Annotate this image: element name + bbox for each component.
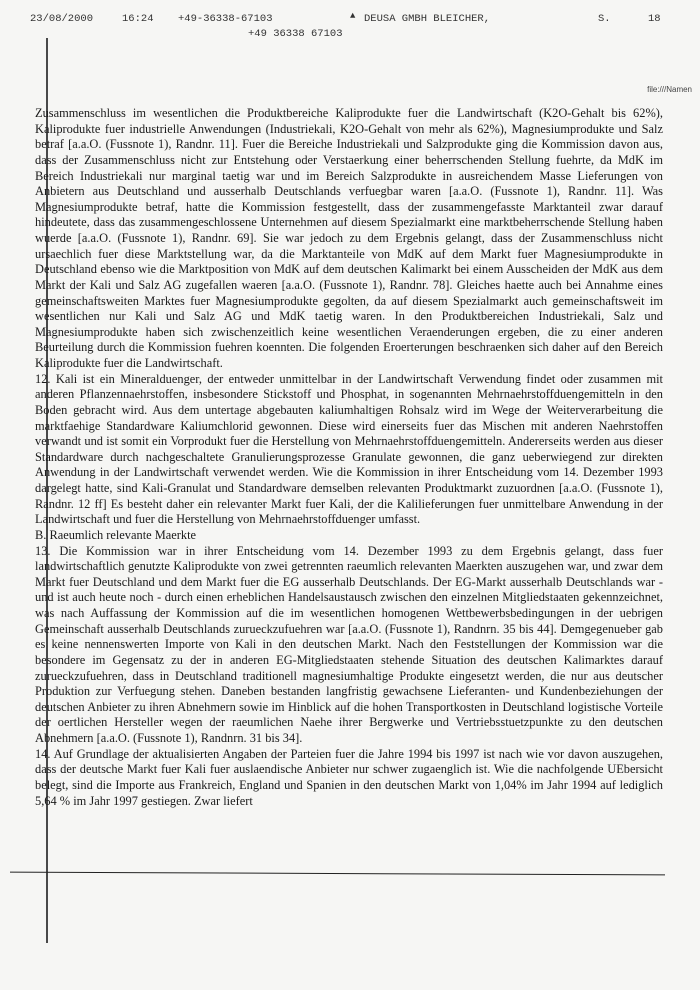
fax-phone-number-secondary: +49 36338 67103 — [248, 28, 343, 40]
paragraph-14: 14. Auf Grundlage der aktualisierten Angaben der Parteien fuer die Jahre 1994 bis 1997 ist nach wie vor davon auszugehen, dass der deutsche Markt fuer Kali fuer auslaendische Anbieter nur schwer zugaenglich ist. Wie die nachfolgende UEbersicht belegt, sind die Importe aus Frankreich, England und Spanien in den deutschen Markt von 1,04% im Jahr 1994 auf lediglich 5,64 % im Jahr 1997 gestiegen. Zwar liefert — [35, 746, 663, 808]
fax-phone-number: +49-36338-67103 — [178, 13, 273, 25]
paragraph-intro: Zusammenschluss im wesentlichen die Produktbereiche Kaliprodukte fuer die Landwirtschaft (K2O-Gehalt bis 62%), Kaliprodukte fuer industrielle Anwendungen (Industriekali, K2O-Gehalt von mehr als 62%), Magnesiumprodukte und Salz betraf [a.a.O. (Fussnote 1), Randnr. 11]. Fuer die Bereiche Industriekali und Salzprodukte ging die Kommission davon aus, dass der Zusammenschluss nicht zur Entstehung oder Verstaerkung einer beherrschenden Stellung fuehrte, da MdK im Bereich Industriekali nur marginal taetig war und im Bereich Salzprodukte in ausreichendem Masse Lieferungen von Anbietern aus Deutschland und ausserhalb Deutschlands verfuegbar waren [a.a.O. (Fussnote 1), Randnr. 11]. Was Magnesiumprodukte betraf, hatte die Kommission festgestellt, dass der zusammengefasste Marktanteil zwar darauf hindeutete, dass das zusammengeschlossene Unternehmen auf diesem Spezialmarkt eine marktbeherrschende Stellung haben wuerde [a.a.O. (Fussnote 1), Randnr. 69]. Sie war jedoch zu dem Ergebnis gelangt, dass der Zusammenschluss nicht ursaechlich fuer diese Marktstellung war, da die Marktanteile von MdK auf dem Markt fuer Magnesiumprodukte in Deutschland ebenso wie die Marktposition von MdK auf dem deutschen Kalimarkt bei einem Ausscheiden der MdK aus dem Markt der Kali und Salz AG zugefallen waeren [a.a.O. (Fussnote 1), Randnr. 78]. Gleiches haette auch bei Annahme eines gemeinschaftsweiten Marktes fuer Magnesiumprodukte gegolten, da auf diesem Spezialmarkt auch gemeinschaftsweit im wesentlichen nur Kali und Salz AG und MdK taetig waren. In den Produktbereichen Industriekali, Salz und Magnesiumprodukte haben sich zwischenzeitlich keine wesentlichen Veraenderungen ergeben, die zu einer anderen Beurteilung durch die Kommission fuehren koennten. Die folgenden Eroerterungen beschraenken sich daher auf den Bereich Kaliprodukte fuer die Landwirtschaft. — [35, 106, 663, 370]
fax-page-label: S. — [598, 13, 611, 25]
fax-header — [30, 10, 690, 46]
section-heading-b: B. Raeumlich relevante Maerkte — [35, 527, 197, 542]
fax-date: 23/08/2000 — [30, 13, 94, 25]
document-body — [35, 106, 663, 809]
paragraph-12: 12. Kali ist ein Mineralduenger, der entweder unmittelbar in der Landwirtschaft Verwendung findet oder zusammen mit anderen Pflanzennaehrstoffen, insbesondere Stickstoff und Phosphat, in sogenannten Mehrnaehrstoffduengemitteln in den Boden gebracht wird. Aus dem untertage abgebauten kaliumhaltigen Rohsalz wird im Wege der Weiterverarbeitung die marktfaehige Standardware Kaliumchlorid gewonnen. Diese wird einerseits fuer das Mischen mit anderen Naehrstoffen verwandt und ist somit ein Vorprodukt fuer die Herstellung von Mehrnaehrstoffduengemitteln. Andererseits werden aus dieser Standardware durch nachgeschaltete Granulierungsprozesse Granulate gewonnen, die ganz ueberwiegend zur direkten Anwendung in der Landwirtschaft verwendet werden. Wie die Kommission in ihrer Entscheidung vom 14. Dezember 1993 dargelegt hatte, sind Kali-Granulat und Standardware demselben relevanten Produktmarkt zuzuordnen [a.a.O. (Fussnote 1), Randnr. 12 ff] Es besteht daher ein relevanter Markt fuer Kali, der die Kalilieferungen fuer unmittelbare Anwendung in der Landwirtschaft und fuer die Herstellung von Mehrnaehrstoffduenger umfasst. — [35, 371, 663, 527]
file-reference: file:///Namen — [647, 85, 692, 94]
fax-time: 16:24 — [122, 13, 154, 25]
fax-marker-icon: ▲ — [350, 11, 356, 21]
strike-through-line — [10, 872, 665, 876]
fax-company-name: DEUSA GMBH BLEICHER, — [364, 13, 491, 25]
paragraph-13: 13. Die Kommission war in ihrer Entscheidung vom 14. Dezember 1993 zu dem Ergebnis gelangt, dass fuer landwirtschaftlich genutzte Kaliprodukte von zwei getrennten raeumlich relevanten Maerkten auszugehen war, und zwar dem Markt fuer Deutschland und dem Markt fuer die EG ausserhalb Deutschlands. Der EG-Markt ausserhalb Deutschlands war - und ist auch heute noch - durch einen erheblichen Handelsaustausch zwischen den einzelnen Mitgliedstaaten gekennzeichnet, was nach Auffassung der Kommission auf die im wesentlichen homogenen Wettbewerbsbedingungen in der uebrigen Gemeinschaft ausserhalb Deutschlands zurueckzufuehren war [a.a.O. (Fussnote 1), Randnrn. 35 bis 44]. Demgegenueber gab es keine nennenswerten Importe von Kali in den deutschen Markt. Nach den Feststellungen der Kommission war die besondere im Gegensatz zu der in anderen EG-Mitgliedstaaten stehende Situation des deutschen Kalimarktes darauf zurueckzufuehren, dass in Deutschland traditionell magnesiumhaltige Produkte eingesetzt werden, die nur aus deutscher Produktion zur Verfuegung stehen. Daneben bestanden langfristig gewachsene Lieferanten- und Kundenbeziehungen der deutschen Anbieter zu ihren Abnehmern sowie im Hinblick auf die hohen Transportkosten in Deutschland logistische Vorteile der oertlichen Hersteller wegen der raeumlichen Naehe ihrer Bergwerke und Vertriebsstuetzpunkte zu den deutschen Abnehmern [a.a.O. (Fussnote 1), Randnrn. 31 bis 34]. — [35, 543, 663, 745]
fax-page-number: 18 — [648, 13, 661, 25]
